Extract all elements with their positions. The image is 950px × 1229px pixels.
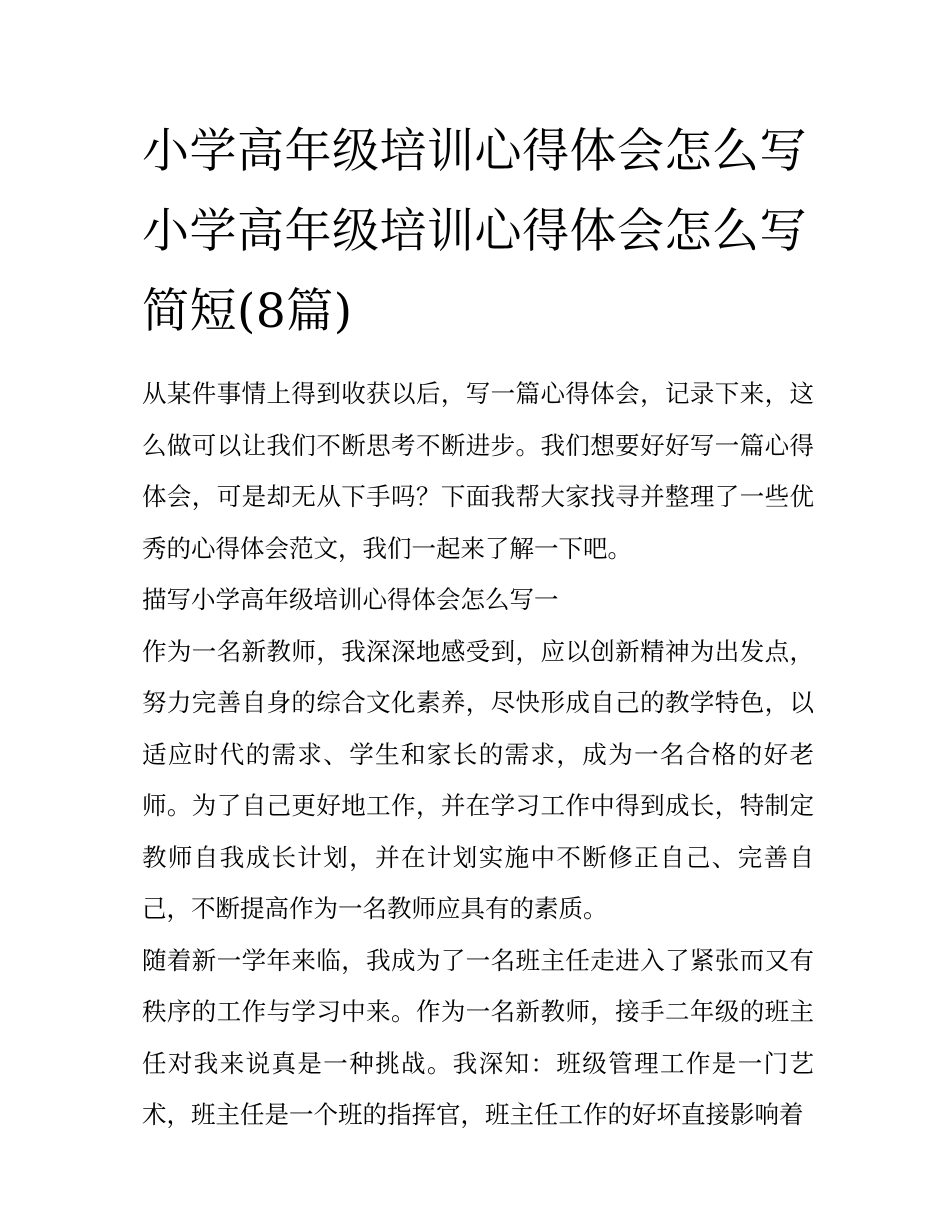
- body-paragraph: 随着新一学年来临，我成为了一名班主任走进入了紧张而又有秩序的工作与学习中来。作为一名新教师，接手二年级的班主任对我来说真是一种挑战。我深知：班级管理工作是一门艺术，班主任是一个班的指挥官，班主任工作的好坏直接影响着: [142, 945, 814, 1129]
- body-paragraph: 作为一名新教师，我深深地感受到，应以创新精神为出发点，努力完善自身的综合文化素养，尽快形成自己的教学特色，以适应时代的需求、学生和家长的需求，成为一名合格的好老师。为了自己更好地工作，并在学习工作中得到成长，特制定教师自我成长计划，并在计划实施中不断修正自己、完善自己，不断提高作为一名教师应具有的素质。: [142, 636, 814, 923]
- section-heading: 描写小学高年级培训心得体会怎么写一: [142, 585, 559, 614]
- intro-paragraph: 从某件事情上得到收获以后，写一篇心得体会，记录下来，这么做可以让我们不断思考不断进步。我们想要好好写一篇心得体会，可是却无从下手吗？下面我帮大家找寻并整理了一些优秀的心得体会范文，我们一起来了解一下吧。: [142, 379, 814, 563]
- document-title: 小学高年级培训心得体会怎么写 小学高年级培训心得体会怎么写简短(8篇): [142, 124, 807, 339]
- document-body: [142, 112, 814, 1141]
